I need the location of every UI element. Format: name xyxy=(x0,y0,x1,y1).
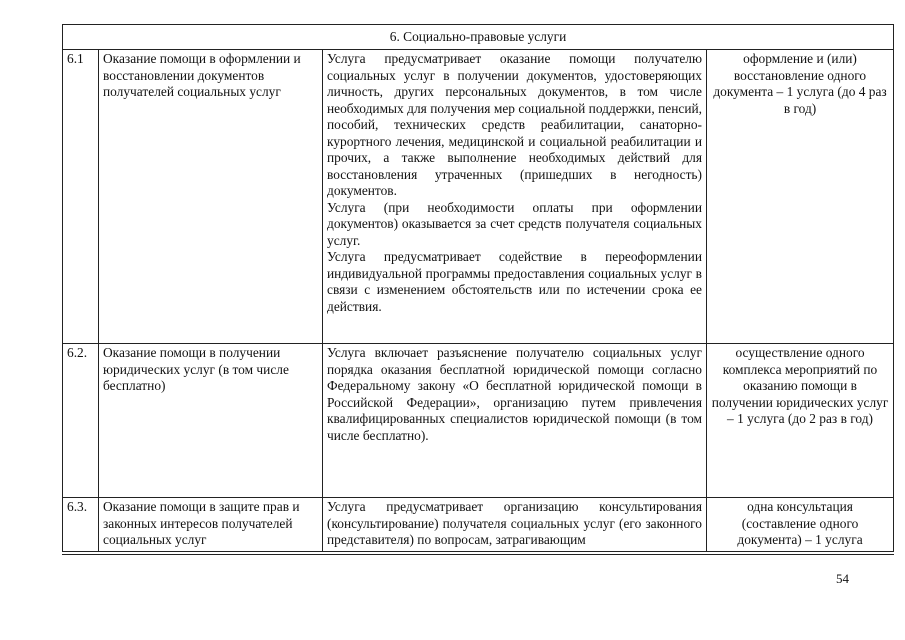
section-title: 6. Социально-правовые услуги xyxy=(63,25,894,50)
service-volume: одна консультация (составление одного документа) – 1 услуга xyxy=(707,498,894,552)
description-paragraph: Услуга предусматривает оказание помощи получателю социальных услуг в получении документов, удостоверяющих личность, других персональных документов, в том числе необходимых для получения мер социальной поддержки, пенсий, пособий, технических средств реабилитации, санаторно-курортного лечения, медицинской и социальной реабилитации и прочих, а также выполнение необходимых действий для восстановления утраченных (пришедших в негодность) документов. xyxy=(327,51,702,198)
description-paragraph: Услуга предусматривает организацию консультирования (консультирование) получателя социальных услуг (его законного представителя) по вопросам, затрагивающим xyxy=(327,499,702,547)
row-number: 6.1 xyxy=(63,50,99,344)
service-description xyxy=(323,344,707,498)
row-number: 6.3. xyxy=(63,498,99,552)
services-table xyxy=(62,24,894,552)
section-header-row xyxy=(63,25,894,50)
description-paragraph: Услуга включает разъяснение получателю социальных услуг порядка оказания бесплатной юридической помощи согласно Федеральному закону «О бесплатной юридической помощи в Российской Федерации», организацию путем привлечения квалифицированных специалистов юридической помощи (в том числе бесплатно). xyxy=(327,345,702,443)
service-name: Оказание помощи в получении юридических услуг (в том числе бесплатно) xyxy=(99,344,323,498)
table-row xyxy=(63,50,894,344)
description-paragraph: Услуга предусматривает содействие в переоформлении индивидуальной программы предоставления социальных услуг в связи с изменением обстоятельств или по истечении срока ее действия. xyxy=(327,249,702,314)
service-name: Оказание помощи в оформлении и восстановлении документов получателей социальных услуг xyxy=(99,50,323,344)
table-row xyxy=(63,344,894,498)
service-volume: осуществление одного комплекса мероприятий по оказанию помощи в получении юридических услуг – 1 услуга (до 2 раз в год) xyxy=(707,344,894,498)
page-number: 54 xyxy=(836,571,849,586)
row-number: 6.2. xyxy=(63,344,99,498)
table-bottom-border xyxy=(62,554,894,555)
service-name: Оказание помощи в защите прав и законных интересов получателей социальных услуг xyxy=(99,498,323,552)
description-paragraph: Услуга (при необходимости оплаты при оформлении документов) оказывается за счет средств получателя социальных услуг. xyxy=(327,199,702,248)
service-description xyxy=(323,50,707,344)
service-volume: оформление и (или) восстановление одного документа – 1 услуга (до 4 раз в год) xyxy=(707,50,894,344)
service-description xyxy=(323,498,707,552)
table-row xyxy=(63,498,894,552)
